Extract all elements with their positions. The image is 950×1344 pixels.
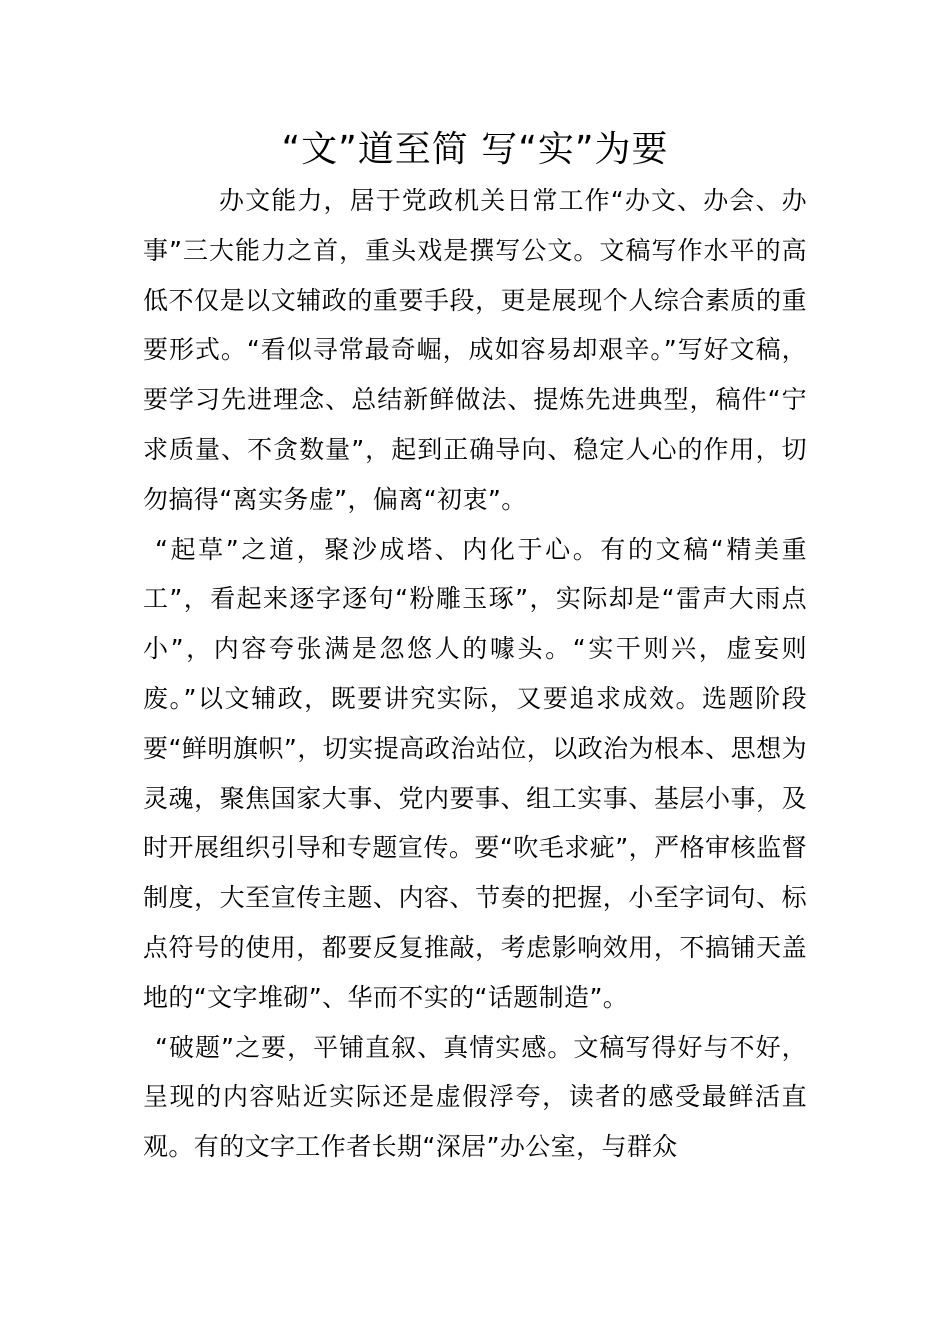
paragraph-drafting: “起草”之道，聚沙成塔、内化于心。有的文稿“精美重工”，看起来逐字逐句“粉雕玉琢”，实际却是“雷声大雨点小”，内容夸张满是忽悠人的噱头。“实干则兴，虚妄则废。”以文辅政，既要讲究实际，又要追求成效。选题阶段要“鲜明旗帜”，切实提高政治站位，以政治为根本、思想为灵魂，聚焦国家大事、党内要事、组工实事、基层小事，及时开展组织引导和专题宣传。要“吹毛求疵”，严格审核监督制度，大至宣传主题、内容、节奏的把握，小至字词句、标点符号的使用，都要反复推敲，考虑影响效用，不搞铺天盖地的“文字堆砌”、华而不实的“话题制造”。	[143, 534, 807, 1012]
paragraph-topic: “破题”之要，平铺直叙、真情实感。文稿写得好与不好，呈现的内容贴近实际还是虚假浮夸，读者的感受最鲜活直观。有的文字工作者长期“深居”办公室，与群众	[143, 1032, 807, 1162]
paragraph-intro: 办文能力，居于党政机关日常工作“办文、办会、办事”三大能力之首，重头戏是撰写公文。文稿写作水平的高低不仅是以文辅政的重要手段，更是展现个人综合素质的重要形式。“看似寻常最奇崛，成如容易却艰辛。”写好文稿，要学习先进理念、总结新鲜做法、提炼先进典型，稿件“宁求质量、不贪数量”，起到正确导向、稳定人心的作用，切勿搞得“离实务虚”，偏离“初衷”。	[143, 186, 807, 514]
document-title: “文”道至简 写“实”为要	[281, 129, 669, 170]
document-body	[143, 176, 807, 1172]
